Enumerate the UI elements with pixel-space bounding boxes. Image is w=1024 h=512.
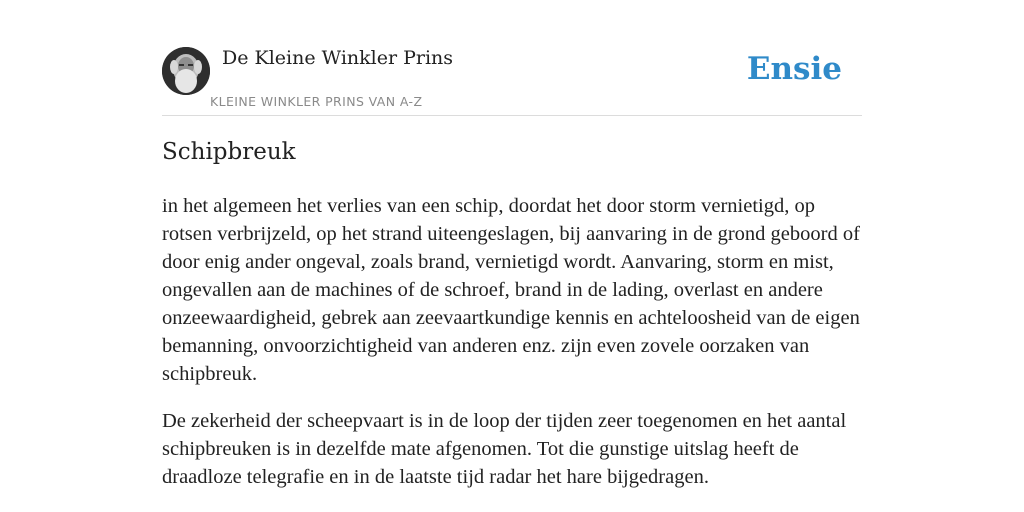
article-body [162, 192, 862, 510]
avatar-portrait-icon [162, 47, 210, 95]
ensie-logo[interactable]: Ensie [746, 51, 842, 87]
article-paragraph: De zekerheid der scheepvaart is in de loop der tijden zeer toegenomen en het aantal schipbreuken is in dezelfde mate afgenomen. Tot die gunstige uitslag heeft de draadloze telegrafie en in de laatste tijd radar het hare bijgedragen. [162, 410, 847, 488]
article-paragraph: in het algemeen het verlies van een schip, doordat het door storm vernietigd, op rotsen verbrijzeld, op het strand uiteengeslagen, bij aanvaring in de grond geboord of door enig ander ongeval, zoals brand, vernietigd wordt. Aanvaring, storm en mist, ongevallen aan de machines of de schroef, brand in de lading, overlast en andere onzeewaardigheid, gebrek aan zeevaartkundige kennis en achteloosheid van de eigen bemanning, onvoorzichtigheid van anderen enz. zijn even zovele oorzaken van schipbreuk. [162, 195, 860, 385]
source-title[interactable]: De Kleine Winkler Prins [222, 47, 454, 69]
avatar[interactable] [162, 47, 210, 95]
source-header [162, 45, 862, 116]
article-title: Schipbreuk [162, 139, 296, 165]
source-subtitle[interactable]: KLEINE WINKLER PRINS VAN A-Z [210, 94, 423, 109]
